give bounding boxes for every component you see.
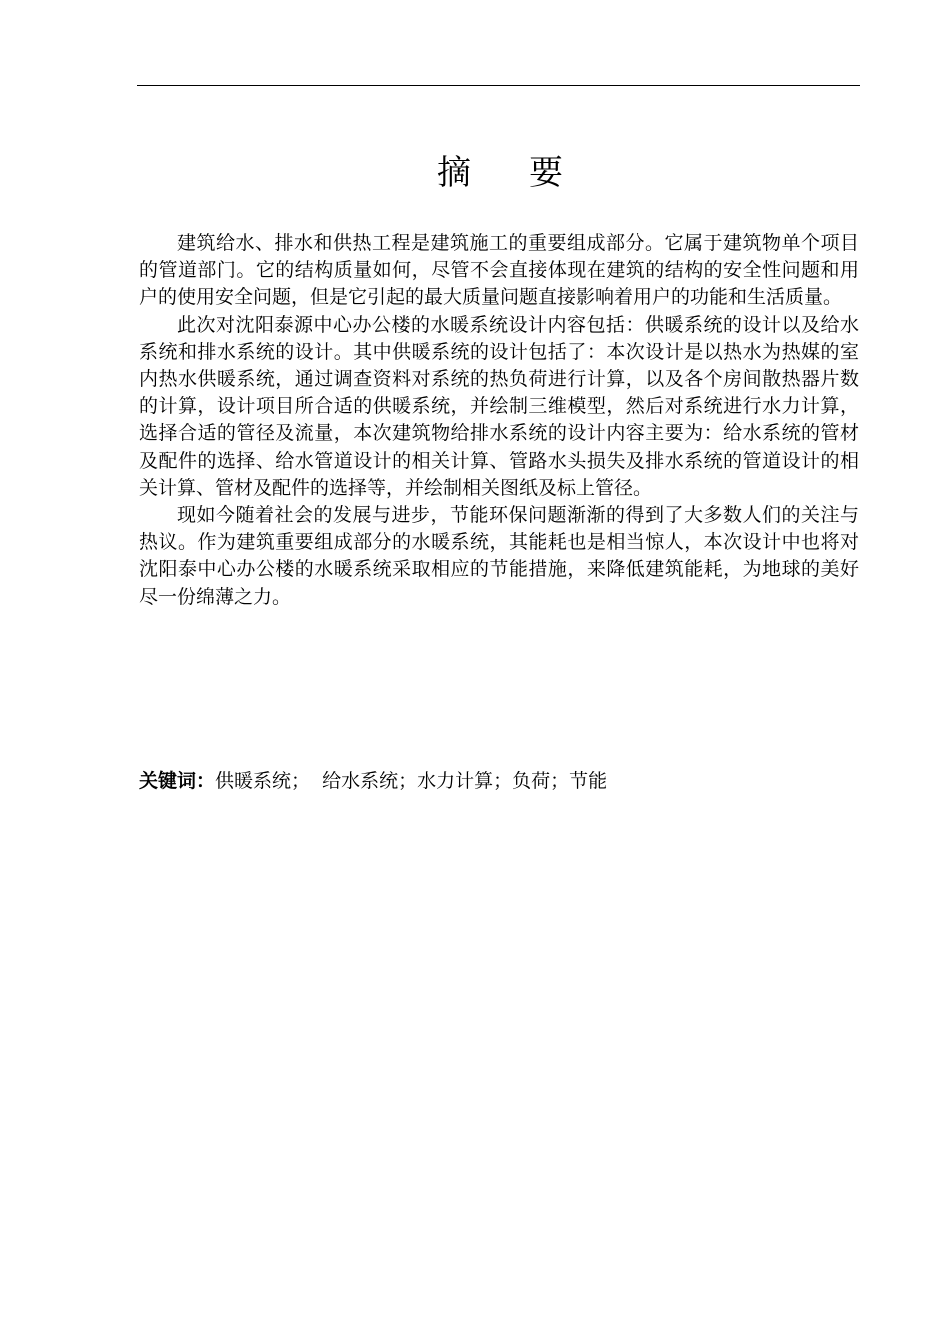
abstract-title: [0, 150, 950, 196]
keywords-label: 关键词：: [139, 770, 216, 792]
abstract-paragraph-3: 现如今随着社会的发展与进步，节能环保问题渐渐的得到了大多数人们的关注与热议。作为建筑重要组成部分的水暖系统，其能耗也是相当惊人，本次设计中也将对沈阳泰中心办公楼的水暖系统采取相应的节能措施，来降低建筑能耗，为地球的美好尽一份绵薄之力。: [139, 504, 859, 608]
keywords-line: [139, 768, 859, 795]
abstract-paragraph-1: 建筑给水、排水和供热工程是建筑施工的重要组成部分。它属于建筑物单个项目的管道部门。它的结构质量如何，尽管不会直接体现在建筑的结构的安全性问题和用户的使用安全问题，但是它引起的最大质量问题直接影响着用户的功能和生活质量。: [139, 232, 859, 309]
header-rule: [137, 85, 860, 86]
keywords-value: 供暖系统； 给水系统；水力计算；负荷；节能: [215, 770, 608, 792]
abstract-body: [139, 230, 859, 611]
abstract-paragraph-2: 此次对沈阳泰源中心办公楼的水暖系统设计内容包括：供暖系统的设计以及给水系统和排水系统的设计。其中供暖系统的设计包括了：本次设计是以热水为热媒的室内热水供暖系统，通过调查资料对系统的热负荷进行计算，以及各个房间散热器片数的计算，设计项目所合适的供暖系统，并绘制三维模型，然后对系统进行水力计算，选择合适的管径及流量，本次建筑物给排水系统的设计内容主要为：给水系统的管材及配件的选择、给水管道设计的相关计算、管路水头损失及排水系统的管道设计的相关计算、管材及配件的选择等，并绘制相关图纸及标上管径。: [139, 313, 859, 499]
abstract-title-char-1: 摘: [437, 153, 471, 193]
abstract-title-char-2: 要: [529, 153, 563, 193]
